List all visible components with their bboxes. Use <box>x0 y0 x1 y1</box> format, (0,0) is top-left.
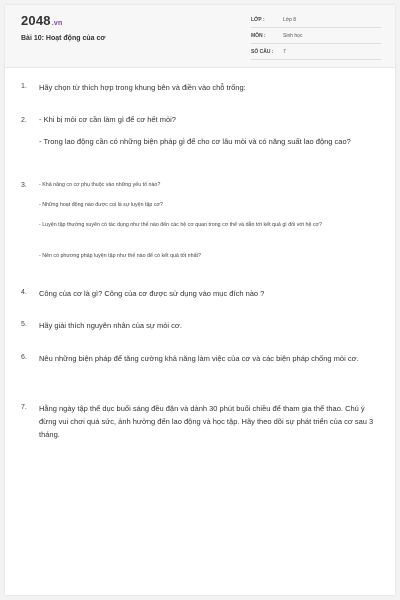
worksheet-page <box>5 5 395 595</box>
logo-number: 2048 <box>21 13 51 28</box>
meta-row-class <box>251 15 381 28</box>
meta-label-class: LỚP : <box>251 17 265 23</box>
question-text: Công của cơ là gì? Công của cơ được sử dụng vào mục đích nào ? <box>39 289 265 298</box>
worksheet-header <box>5 5 395 68</box>
question-number: 7. <box>21 404 27 411</box>
question-number: 1. <box>21 83 27 90</box>
question-3-sub-3: - Luyện tập thường xuyên có tác dụng như thế nào đến các hệ cơ quan trong cơ thể và dẫn tới kết quả gì đối với hệ cơ? <box>39 222 322 228</box>
meta-row-subject <box>251 31 381 44</box>
question-number: 3. <box>21 182 27 189</box>
meta-label-count: SỐ CÂU : <box>251 49 274 55</box>
question-number: 6. <box>21 354 27 361</box>
question-3-sub-2: - Những hoạt động nào được coi là sự luyện tập cơ? <box>39 202 163 208</box>
site-logo[interactable] <box>21 13 62 28</box>
logo-suffix: .vn <box>51 20 63 27</box>
question-number: 2. <box>21 117 27 124</box>
question-3-sub-1: - Khả năng co cơ phụ thuộc vào những yếu tố nào? <box>39 182 161 188</box>
question-2-sub-2: - Trong lao động cần có những biện pháp gì để cho cơ lâu mỏi và có năng suất lao động cao? <box>39 137 351 146</box>
question-number: 5. <box>21 321 27 328</box>
question-2-sub-1: - Khi bị mỏi cơ cần làm gì để cơ hết mỏi? <box>39 115 176 124</box>
meta-value-count: 7 <box>283 49 286 55</box>
question-3-sub-4: - Nên có phương pháp luyện tập như thế nào để có kết quả tốt nhất? <box>39 253 201 259</box>
meta-value-subject: Sinh học <box>283 33 303 39</box>
question-text: Nêu những biện pháp để tăng cường khả năng làm việc của cơ và các biện pháp chống mỏi cơ. <box>39 354 359 363</box>
meta-value-class: Lớp 8 <box>283 17 297 23</box>
lesson-title: Bài 10: Hoạt động của cơ <box>21 35 106 42</box>
question-text: Hãy giải thích nguyên nhân của sự mỏi cơ. <box>39 321 182 330</box>
question-text: Hằng ngày tập thể dục buổi sáng đều đặn và dành 30 phút buổi chiều để tham gia thể thao. Chú ý đừng vui chơi quá sức, ảnh hưởng đến lao động và học tập. Hãy theo dõi sự phát triển của cơ sau 3 tháng. <box>39 404 374 439</box>
meta-row-count <box>251 47 381 60</box>
question-number: 4. <box>21 289 27 296</box>
question-text: Hãy chọn từ thích hợp trong khung bên và điền vào chỗ trống: <box>39 83 246 92</box>
meta-label-subject: MÔN : <box>251 33 266 39</box>
